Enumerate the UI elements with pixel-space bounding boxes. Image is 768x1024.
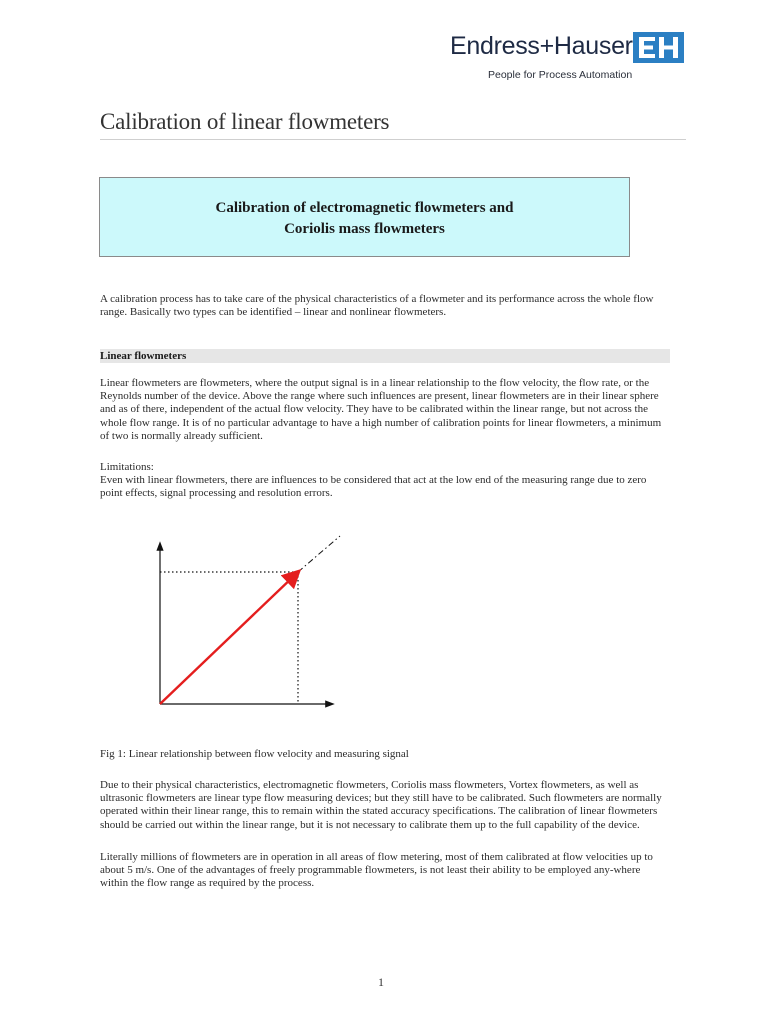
paragraph-3: Literally millions of flowmeters are in operation in all areas of flow metering, most of them calibrated at flow velocities up to about 5 m/s. One of the advantages of freely programmable flowmeters, is not least their ability to be employed any-where within the flow range as required by the process. xyxy=(100,851,653,890)
brand-name: Endress+Hauser xyxy=(450,32,633,60)
section-heading-linear-flowmeters: Linear flowmeters xyxy=(100,349,670,363)
eh-logo-icon xyxy=(633,32,684,63)
page-title: Calibration of linear flowmeters xyxy=(100,109,390,134)
topic-banner xyxy=(99,177,630,257)
limitations-label: Limitations: xyxy=(100,461,154,473)
figure-caption: Fig 1: Linear relationship between flow velocity and measuring signal xyxy=(100,748,409,760)
limitations-paragraph: Even with linear flowmeters, there are influences to be considered that act at the low end of the measuring range due to zero point effects, signal processing and resolution errors. xyxy=(100,474,647,500)
linear-relationship-figure xyxy=(150,532,350,716)
paragraph-2: Due to their physical characteristics, electromagnetic flowmeters, Coriolis mass flowmeters, Vortex flowmeters, as well as ultrasonic flowmeters are linear type flow measuring devices; but they still have to be calibrated. Such flowmeters are normally operated within their linear range, this to remain within the stated accuracy specifications. The calibration of linear flowmeters should be carried out within the linear range, but it is not necessary to calibrate them up to the full capability of the device. xyxy=(100,779,662,831)
banner-line-2: Coriolis mass flowmeters xyxy=(284,221,445,237)
linear-relationship-line xyxy=(160,574,296,704)
company-logo xyxy=(450,32,690,84)
extension-line xyxy=(298,536,340,572)
intro-paragraph: A calibration process has to take care of the physical characteristics of a flowmeter and its performance across the whole flow range. Basically two types can be identified – linear and nonlinear flowmeters. xyxy=(100,293,654,319)
page-number: 1 xyxy=(378,975,384,989)
linear-flowmeters-paragraph: Linear flowmeters are flowmeters, where the output signal is in a linear relationship to the flow velocity, the flow rate, or the Reynolds number of the device. Above the range where such influences are present, linear flowmeters are in their linear sphere and as of there, independent of the actual flow velocity. They have to be calibrated within the linear range, but not across the whole flow range. It is of no particular advantage to have a high number of calibration points for linear flowmeters, a minimum of two is normally already sufficient. xyxy=(100,377,662,442)
banner-line-1: Calibration of electromagnetic flowmeters and xyxy=(215,200,514,216)
company-tagline: People for Process Automation xyxy=(488,69,633,81)
title-divider xyxy=(100,139,686,140)
